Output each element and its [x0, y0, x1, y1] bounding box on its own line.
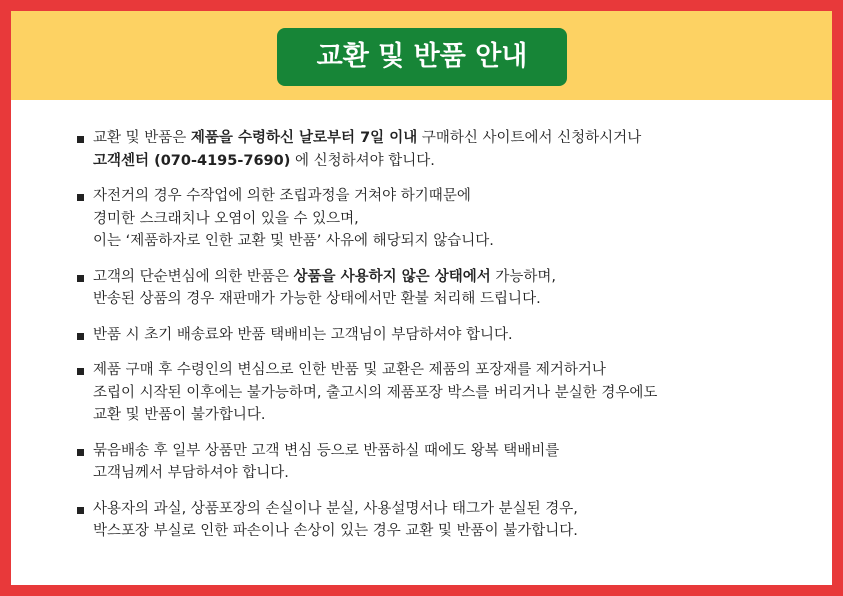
- emphasis-text: 고객센터 (070-4195-7690): [93, 152, 291, 169]
- emphasis-text: 상품을 사용하지 않은 상태에서: [293, 268, 491, 285]
- notice-item: [77, 266, 797, 311]
- notice-item: [77, 324, 797, 347]
- notice-text: 조립이 시작된 이후에는 불가능하며, 출고시의 제품포장 박스를 버리거나 분실한 경우에도: [93, 384, 658, 401]
- notice-list: [77, 127, 797, 556]
- notice-text: 박스포장 부실로 인한 파손이나 손상이 있는 경우 교환 및 반품이 불가합니다.: [93, 523, 578, 539]
- bullet-square-icon: [77, 368, 84, 375]
- notice-line: [93, 288, 797, 311]
- notice-text: 자전거의 경우 수작업에 의한 조립과정을 거쳐야 하기때문에: [93, 188, 471, 204]
- notice-text: 에 신청하셔야 합니다.: [290, 152, 435, 169]
- notice-text: 묶음배송 후 일부 상품만 고객 변심 등으로 반품하실 때에도 왕복 택배비를: [93, 442, 560, 459]
- bullet-square-icon: [77, 194, 84, 201]
- notice-line: [93, 208, 797, 231]
- notice-text: 반송된 상품의 경우 재판매가 가능한 상태에서만 환불 처리해 드립니다.: [93, 291, 541, 307]
- notice-line: [93, 185, 797, 208]
- notice-line: [93, 266, 797, 289]
- bullet-square-icon: [77, 333, 84, 340]
- notice-line: [93, 440, 797, 463]
- notice-item: [77, 440, 797, 485]
- notice-item: [77, 127, 797, 172]
- notice-text: 사용자의 과실, 상품포장의 손실이나 분실, 사용설명서나 태그가 분실된 경우,: [93, 500, 578, 517]
- notice-line: [93, 382, 797, 405]
- bullet-square-icon: [77, 136, 84, 143]
- notice-text: 이는 ‘제품하자로 인한 교환 및 반품’ 사유에 해당되지 않습니다.: [93, 233, 494, 249]
- page-title: 교환 및 반품 안내: [277, 28, 567, 86]
- notice-item: [77, 498, 797, 543]
- notice-text: 고객님께서 부담하셔야 합니다.: [93, 465, 289, 481]
- bullet-square-icon: [77, 275, 84, 282]
- notice-line: [93, 359, 797, 382]
- notice-text: 고객의 단순변심에 의한 반품은: [93, 268, 294, 285]
- notice-text: 경미한 스크래치나 오염이 있을 수 있으며,: [93, 210, 359, 227]
- notice-line: [93, 150, 797, 173]
- emphasis-text: 제품을 수령하신 날로부터 7일 이내: [190, 130, 418, 146]
- notice-text: 교환 및 반품이 불가합니다.: [93, 407, 266, 423]
- bullet-square-icon: [77, 449, 84, 456]
- notice-text: 제품 구매 후 수령인의 변심으로 인한 반품 및 교환은 제품의 포장재를 제거하거나: [93, 362, 606, 378]
- notice-text: 가능하며,: [490, 268, 557, 285]
- notice-line: [93, 404, 797, 427]
- notice-line: [93, 520, 797, 543]
- notice-text: 구매하신 사이트에서 신청하시거나: [417, 130, 642, 146]
- notice-line: [93, 127, 797, 150]
- notice-line: [93, 324, 797, 347]
- notice-line: [93, 230, 797, 253]
- bullet-square-icon: [77, 507, 84, 514]
- notice-item: [77, 185, 797, 253]
- notice-line: [93, 462, 797, 485]
- notice-text: 반품 시 초기 배송료와 반품 택배비는 고객님이 부담하셔야 합니다.: [93, 326, 513, 343]
- notice-text: 교환 및 반품은: [93, 130, 191, 146]
- header-band: [11, 11, 832, 100]
- notice-line: [93, 498, 797, 521]
- notice-item: [77, 359, 797, 427]
